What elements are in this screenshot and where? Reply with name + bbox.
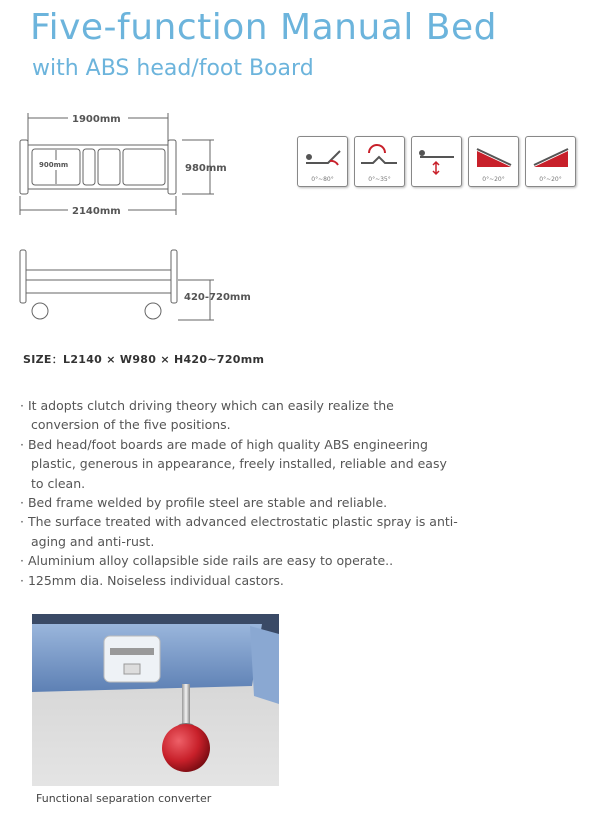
function-reverse-trendelenburg: 0°~20°: [525, 136, 576, 187]
knee-raise-icon: [357, 141, 402, 171]
width-label: 980mm: [185, 163, 227, 174]
converter-photo: [32, 614, 279, 786]
list-item: · The surface treated with advanced electrostatic plastic spray is anti-aging and anti-rust.: [20, 512, 460, 551]
list-item: · Bed frame welded by profile steel are stable and reliable.: [20, 493, 460, 512]
page-title: Five-function Manual Bed: [30, 7, 497, 48]
inner-width-label: 900mm: [39, 161, 69, 169]
feature-list: [20, 396, 460, 590]
reverse-trendelenburg-icon: [528, 141, 573, 171]
function-backrest: 0°~80°: [297, 136, 348, 187]
length-total-label: 2140mm: [72, 206, 121, 217]
list-item: · Aluminium alloy collapsible side rails are easy to operate..: [20, 551, 460, 570]
page-subtitle: with ABS head/foot Board: [32, 56, 314, 81]
photo-caption: Functional separation converter: [36, 792, 212, 805]
height-adjust-icon: [414, 141, 459, 177]
list-item: · It adopts clutch driving theory which can easily realize the conversion of the five positions.: [20, 396, 460, 435]
converter-illustration: [32, 614, 279, 786]
function-icons: [297, 136, 576, 187]
function-trendelenburg: 0°~20°: [468, 136, 519, 187]
function-height: [411, 136, 462, 187]
function-knee: 0°~35°: [354, 136, 405, 187]
size-spec: SIZE：L2140 × W980 × H420~720mm: [23, 353, 265, 366]
backrest-raise-icon: [300, 141, 345, 171]
length-top-label: 1900mm: [72, 114, 121, 125]
height-range-label: 420-720mm: [184, 292, 251, 303]
list-item: · 125mm dia. Noiseless individual castors.: [20, 571, 460, 590]
list-item: · Bed head/foot boards are made of high quality ABS engineering plastic, generous in appearance, freely installed, reliable and easy to clean.: [20, 435, 460, 493]
bed-dimension-diagram: [0, 100, 290, 330]
trendelenburg-icon: [471, 141, 516, 171]
